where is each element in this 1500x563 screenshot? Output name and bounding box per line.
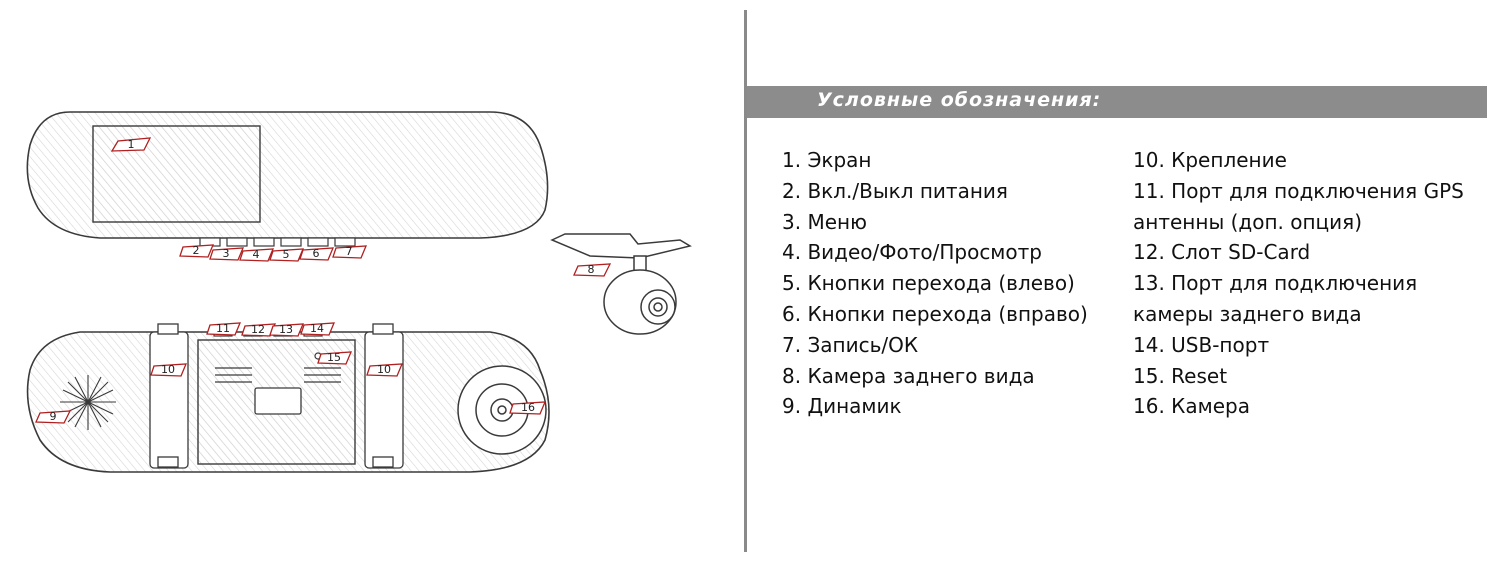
legend-item: антенны (доп. опция) <box>1133 209 1363 234</box>
callout-2 <box>180 244 213 257</box>
legend-item: камеры заднего вида <box>1133 301 1362 326</box>
legend-item: 4. Видео/Фото/Просмотр <box>782 240 1042 265</box>
legend-item: 6. Кнопки перехода (вправо) <box>782 301 1088 326</box>
legend-item: 10. Крепление <box>1133 148 1287 172</box>
mode-button <box>254 238 274 246</box>
callout-7-label: 7 <box>345 245 353 258</box>
callout-8-label: 8 <box>587 263 595 276</box>
legend-item: 2. Вкл./Выкл питания <box>782 178 1008 203</box>
legend-item: 12. Слот SD-Card <box>1133 240 1311 265</box>
callout-6-label: 6 <box>312 247 320 260</box>
callout-14 <box>301 322 334 335</box>
menu-button <box>227 238 247 246</box>
callout-7 <box>333 245 366 258</box>
callout-3 <box>210 247 243 260</box>
device-diagram <box>0 0 745 563</box>
callout-10-left-label: 10 <box>161 363 175 376</box>
right-button <box>308 238 328 246</box>
legend-title: Условные обозначения: <box>817 89 1102 111</box>
callout-12-label: 12 <box>251 323 265 336</box>
legend-item: 8. Камера заднего вида <box>782 363 1035 388</box>
callout-3-label: 3 <box>222 247 230 260</box>
legend-item: 13. Порт для подключения <box>1133 271 1418 296</box>
legend-item: 1. Экран <box>782 148 872 172</box>
callout-16-label: 16 <box>521 401 535 414</box>
callout-9-label: 9 <box>49 410 57 423</box>
rear-camera-lens-core <box>654 303 662 311</box>
callout-5-label: 5 <box>282 248 290 261</box>
back-label-plate <box>255 388 301 414</box>
callout-2-label: 2 <box>192 244 200 257</box>
callout-13-label: 13 <box>279 323 293 336</box>
callout-5 <box>270 248 303 261</box>
legend-item: 9. Динамик <box>782 394 902 419</box>
legend-item: 3. Меню <box>782 209 867 234</box>
legend-header <box>747 86 1487 118</box>
callout-14-label: 14 <box>310 322 324 335</box>
legend-item: 14. USB-порт <box>1133 332 1270 357</box>
left-button <box>281 238 301 246</box>
callout-1-label: 1 <box>127 138 135 151</box>
legend-item: 7. Запись/ОК <box>782 332 919 357</box>
callout-6 <box>300 247 333 260</box>
rear-camera <box>552 234 690 334</box>
mount-clip-left <box>150 324 188 468</box>
mirror-front <box>27 112 547 246</box>
legend-column-right <box>1133 145 1493 422</box>
mirror-back <box>28 324 549 472</box>
rear-camera-bracket <box>552 234 690 258</box>
callout-4-label: 4 <box>252 248 260 261</box>
legend-item: 15. Reset <box>1133 363 1228 388</box>
callout-8 <box>574 263 610 276</box>
legend-item: 11. Порт для подключения GPS <box>1133 178 1464 203</box>
callout-11-label: 11 <box>216 322 230 335</box>
callout-15-label: 15 <box>327 351 341 364</box>
legend-column-left <box>782 145 1122 422</box>
callout-10-right-label: 10 <box>377 363 391 376</box>
legend-item: 16. Камера <box>1133 394 1250 419</box>
callout-4 <box>240 248 273 261</box>
callout-11 <box>207 322 240 335</box>
legend-item: 5. Кнопки перехода (влево) <box>782 271 1075 296</box>
front-buttons <box>200 238 355 246</box>
mount-clip-right <box>365 324 403 468</box>
